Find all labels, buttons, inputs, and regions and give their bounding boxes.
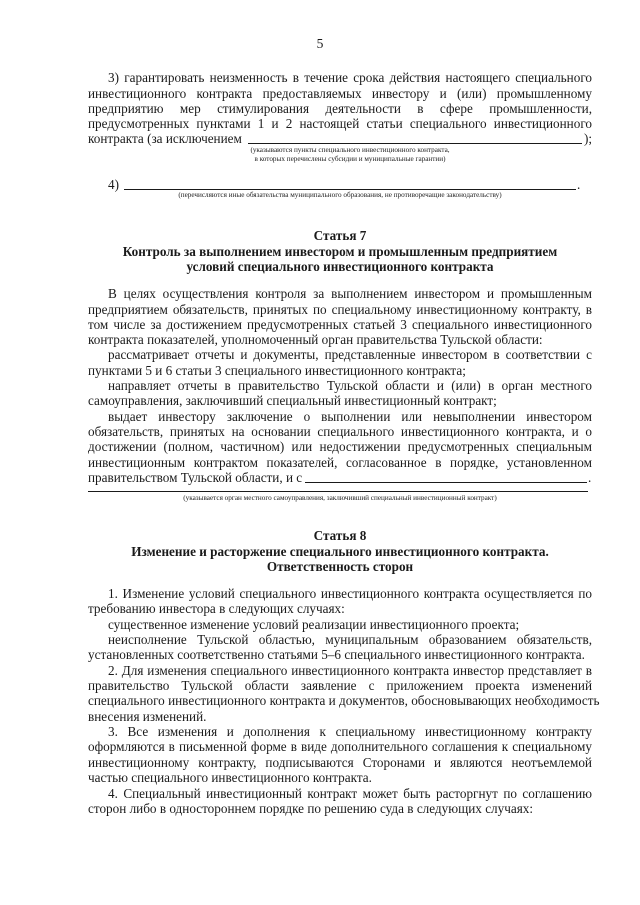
article-8-line-7: правительство Тульской области заявление с приложением проекта изменений	[88, 678, 592, 693]
article-7-line-13-start: правительством Тульской области, и с	[88, 470, 303, 485]
item-3-caption-2: в которых перечислены субсидии и муниципальные гарантии)	[254, 155, 446, 163]
article-7-heading-1: Контроль за выполнением инвестором и промышленным предприятием	[122, 244, 558, 259]
article-8-line-4: неисполнение Тульской областью, муниципальным образованием обязательств,	[108, 632, 592, 647]
item-3-line-2: инвестиционного контракта предоставляемых инвестору и (или) промышленному	[88, 86, 592, 101]
article-7-blank-line-1	[305, 482, 587, 483]
article-7-line-1: В целях осуществления контроля за выполнением инвестором и промышленным	[108, 286, 592, 301]
article-8-line-3: существенное изменение условий реализации инвестиционного проекта;	[108, 617, 520, 632]
article-8-line-5: установленных соответственно статьями 5–6 специального инвестиционного контракта.	[88, 647, 585, 662]
item-4-end: .	[577, 177, 581, 192]
item-4-caption: (перечисляются иные обязательства муниципального образования, не противоречащие законодательству)	[178, 191, 502, 199]
article-8-heading-2: Ответственность сторон	[266, 559, 414, 574]
item-3-caption-1: (указываются пункты специального инвестиционного контракта,	[250, 146, 450, 154]
article-7-line-10: обязательств, принятых на основании специального инвестиционного контракта, и о	[88, 424, 592, 439]
article-7-line-11: достижении (полном, частичном) или недостижении предусмотренных специальным	[88, 439, 592, 454]
article-8-title: Статья 8	[313, 528, 367, 543]
article-8-line-12: инвестиционному контракту, подписываются Сторонами и являются неотъемлемой	[88, 755, 592, 770]
article-8-line-9: внесения изменений.	[88, 709, 207, 724]
article-7-caption: (указывается орган местного самоуправления, заключивший специальный инвестиционный контракт)	[183, 494, 497, 502]
article-7-heading-2: условий специального инвестиционного контракта	[186, 259, 494, 274]
article-7-line-2: предприятием обязательств, принятых по специальному инвестиционному контракту, в	[88, 302, 592, 317]
article-8-heading-1: Изменение и расторжение специального инвестиционного контракта.	[131, 544, 549, 559]
item-3-line-1: 3) гарантировать неизменность в течение срока действия настоящего специального	[108, 70, 592, 85]
article-7-line-6: пунктами 5 и 6 статьи 3 специального инвестиционного контракта;	[88, 363, 466, 378]
article-7-blank-line-2	[88, 491, 588, 492]
item-4-label: 4)	[108, 177, 119, 192]
article-7-title: Статья 7	[313, 228, 367, 243]
page-number: 5	[316, 36, 324, 51]
item-3-line-5-end: );	[584, 131, 593, 146]
item-3-line-4: предусмотренных пунктами 1 и 2 настоящей статьи специального инвестиционного	[88, 116, 592, 131]
article-8-line-1: 1. Изменение условий специального инвестиционного контракта осуществляется по	[108, 586, 592, 601]
article-8-line-6: 2. Для изменения специального инвестиционного контракта инвестор представляет в	[108, 663, 592, 678]
item-4-blank-line	[124, 189, 576, 190]
article-8-line-13: частью специального инвестиционного контракта.	[88, 770, 372, 785]
article-7-line-5: рассматривает отчеты и документы, представленные инвестором в соответствии с	[108, 347, 592, 362]
article-7-line-4: контракта показателей, уполномоченный орган правительства Тульской области:	[88, 332, 543, 347]
article-8-line-2: требованию инвестора в следующих случаях:	[88, 601, 345, 616]
item-3-line-5-start: контракта (за исключением	[88, 131, 242, 146]
article-8-line-15: сторон либо в одностороннем порядке по решению суда в следующих случаях:	[88, 801, 534, 816]
article-7-line-7: направляет отчеты в правительство Тульской области и (или) в орган местного	[108, 378, 592, 393]
article-8-line-8: специального инвестиционного контракта и документов, обосновывающих необходимость	[88, 693, 600, 708]
article-8-line-10: 3. Все изменения и дополнения к специальному инвестиционному контракту	[108, 724, 592, 739]
article-7-line-12: инвестиционным контрактом показателей, согласованное в порядке, установленном	[88, 455, 592, 470]
article-7-line-8: самоуправления, заключивший специальный инвестиционный контракт;	[88, 393, 497, 408]
article-7-line-13-end: .	[588, 470, 592, 485]
item-3-blank-line	[248, 143, 582, 144]
item-3-line-3: предприятию мер стимулирования деятельности в сфере промышленности,	[88, 101, 592, 116]
article-7-line-9: выдает инвестору заключение о выполнении или невыполнении инвестором	[108, 409, 592, 424]
article-8-line-14: 4. Специальный инвестиционный контракт может быть расторгнут по соглашению	[108, 786, 592, 801]
article-8-line-11: оформляются в письменной форме в виде дополнительного соглашения к специальному	[88, 739, 592, 754]
article-7-line-3: том числе за достижением предусмотренных статьей 3 специального инвестиционного	[88, 317, 592, 332]
